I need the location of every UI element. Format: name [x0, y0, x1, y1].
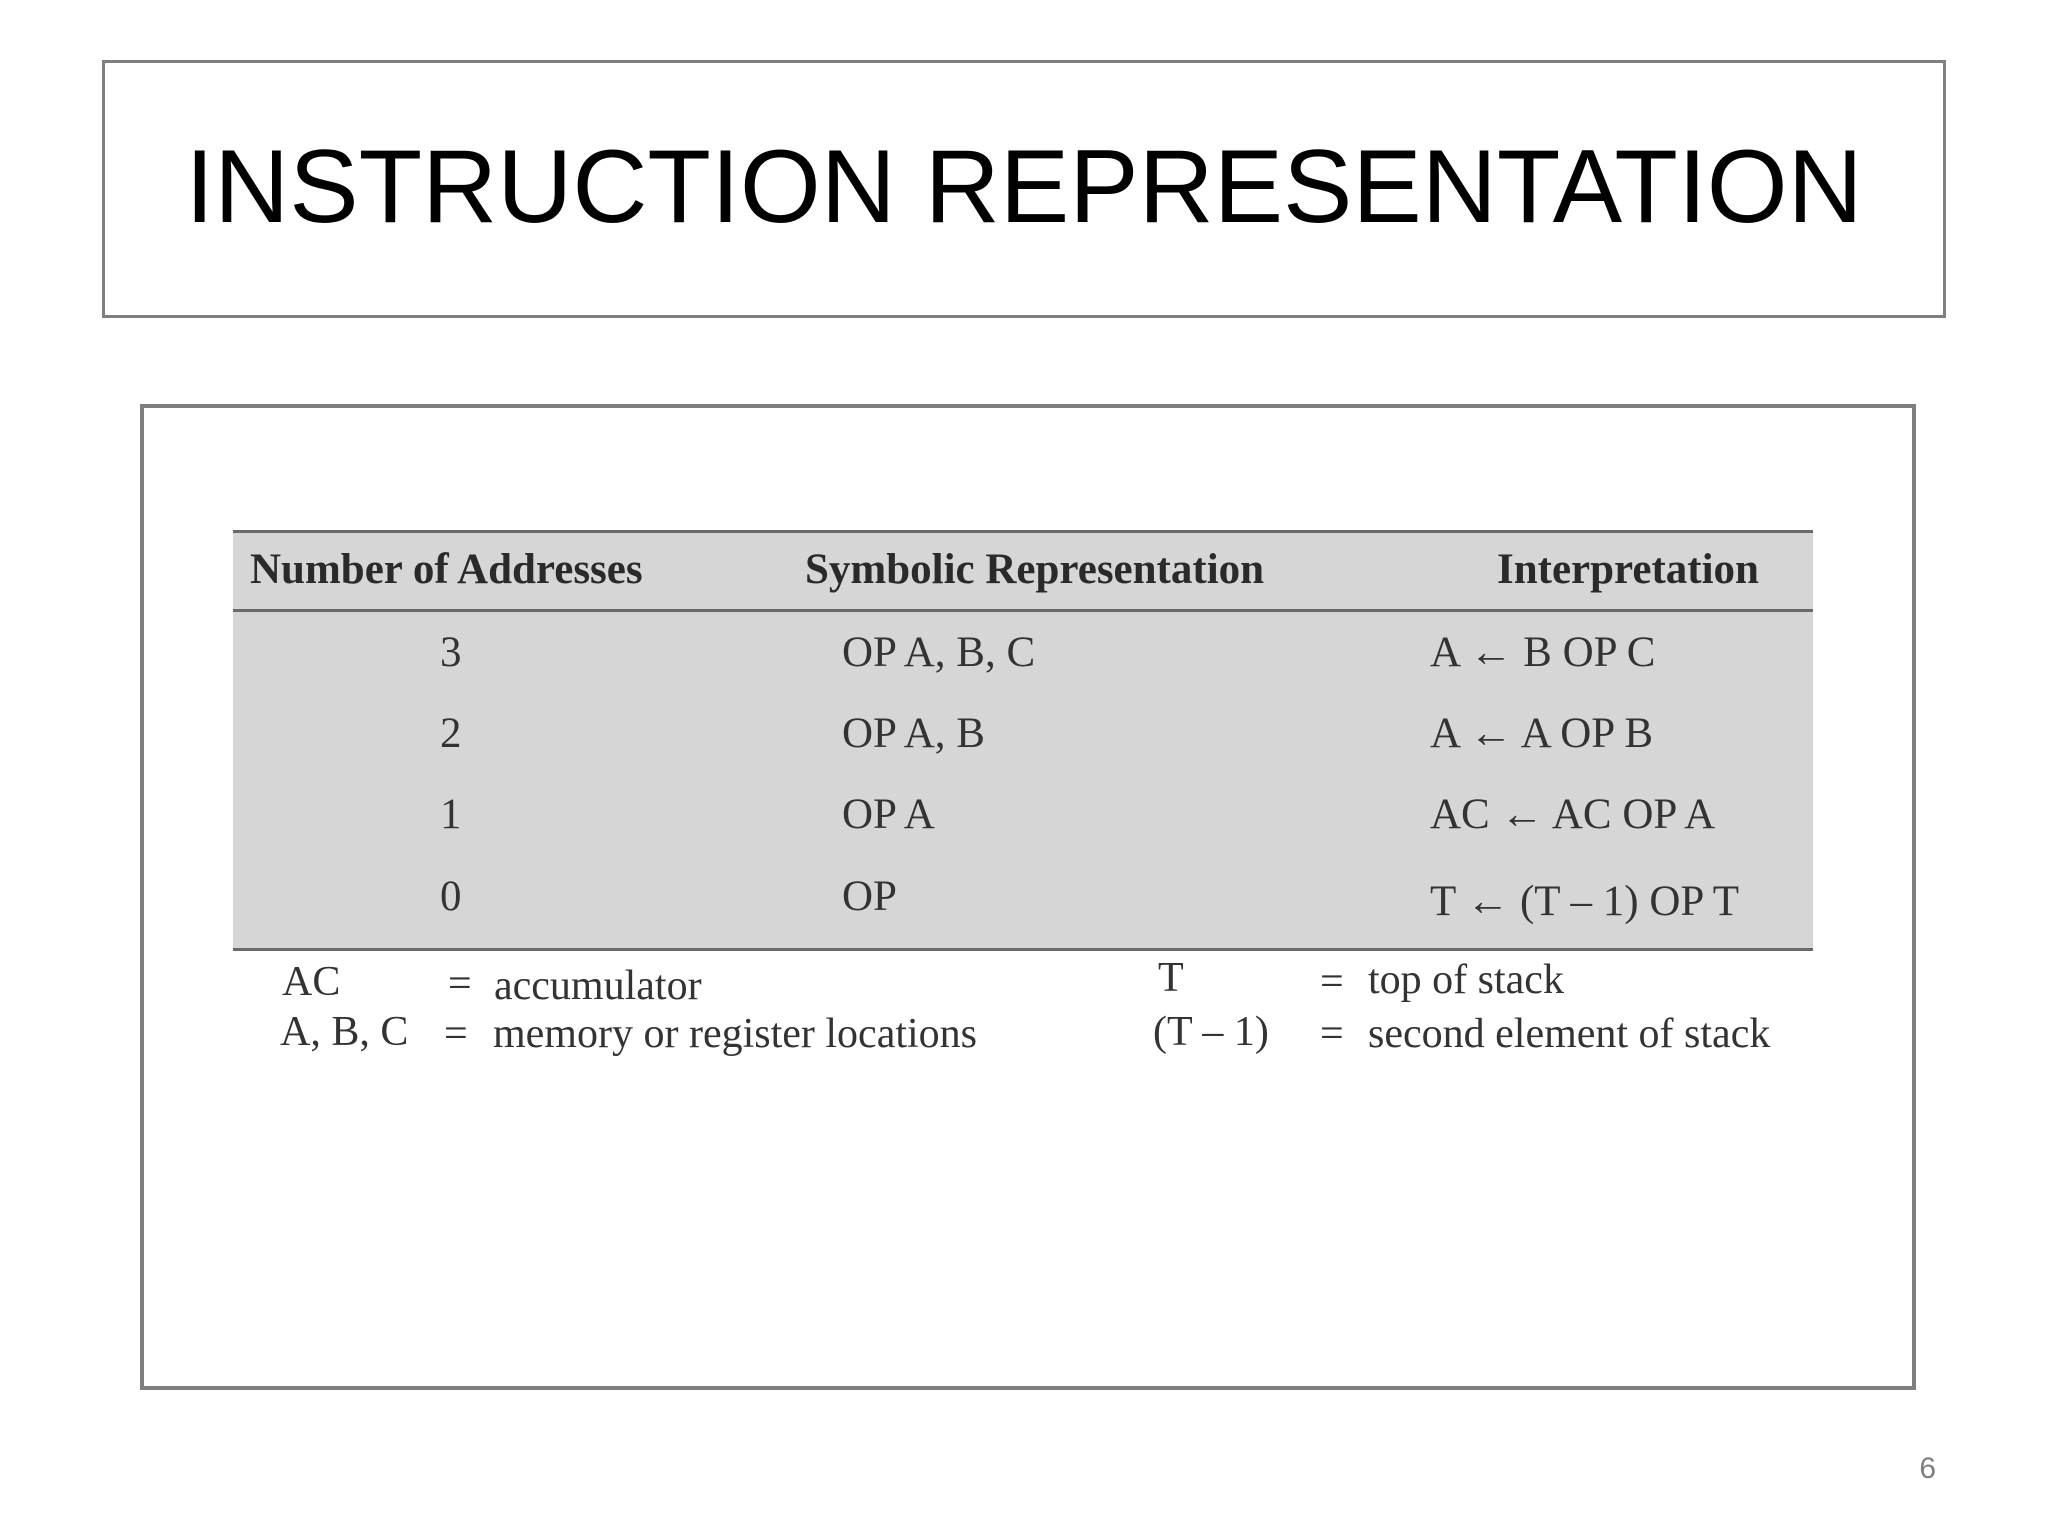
legend-term: T: [1158, 955, 1184, 1001]
cell-addresses: 3: [440, 629, 462, 676]
cell-symbolic: OP A, B: [842, 710, 985, 757]
cell-addresses: 0: [440, 873, 462, 920]
cell-interpretation: A ← A OP B: [1430, 710, 1654, 757]
legend-equals: =: [1320, 959, 1344, 1005]
cell-interpretation: T ← (T – 1) OP T: [1430, 878, 1739, 925]
header-symbolic-representation: Symbolic Representation: [805, 546, 1265, 593]
legend-term: (T – 1): [1153, 1009, 1269, 1055]
legend-definition: second element of stack: [1368, 1011, 1771, 1057]
page-number: 6: [1919, 1452, 1936, 1485]
legend-term: A, B, C: [280, 1009, 409, 1055]
legend-term: AC: [282, 959, 341, 1005]
header-number-of-addresses: Number of Addresses: [250, 546, 643, 593]
table-bottom-rule: [233, 948, 1813, 951]
slide-title: INSTRUCTION REPRESENTATION: [185, 128, 1863, 245]
legend-definition: top of stack: [1368, 957, 1564, 1003]
legend-equals: =: [1320, 1011, 1344, 1057]
cell-interpretation: A ← B OP C: [1430, 629, 1656, 676]
table-top-rule: [233, 530, 1813, 533]
table-header-rule: [233, 609, 1813, 612]
cell-interpretation: AC ← AC OP A: [1430, 791, 1716, 838]
cell-symbolic: OP A: [842, 791, 935, 838]
legend-definition: memory or register locations: [493, 1011, 978, 1057]
legend-equals: =: [448, 961, 472, 1007]
cell-symbolic: OP: [842, 873, 897, 920]
cell-addresses: 1: [440, 791, 462, 838]
title-box: [102, 60, 1946, 318]
legend-definition: accumulator: [494, 963, 702, 1009]
cell-addresses: 2: [440, 710, 462, 757]
cell-symbolic: OP A, B, C: [842, 629, 1036, 676]
legend-equals: =: [444, 1011, 468, 1057]
header-interpretation: Interpretation: [1497, 546, 1759, 593]
